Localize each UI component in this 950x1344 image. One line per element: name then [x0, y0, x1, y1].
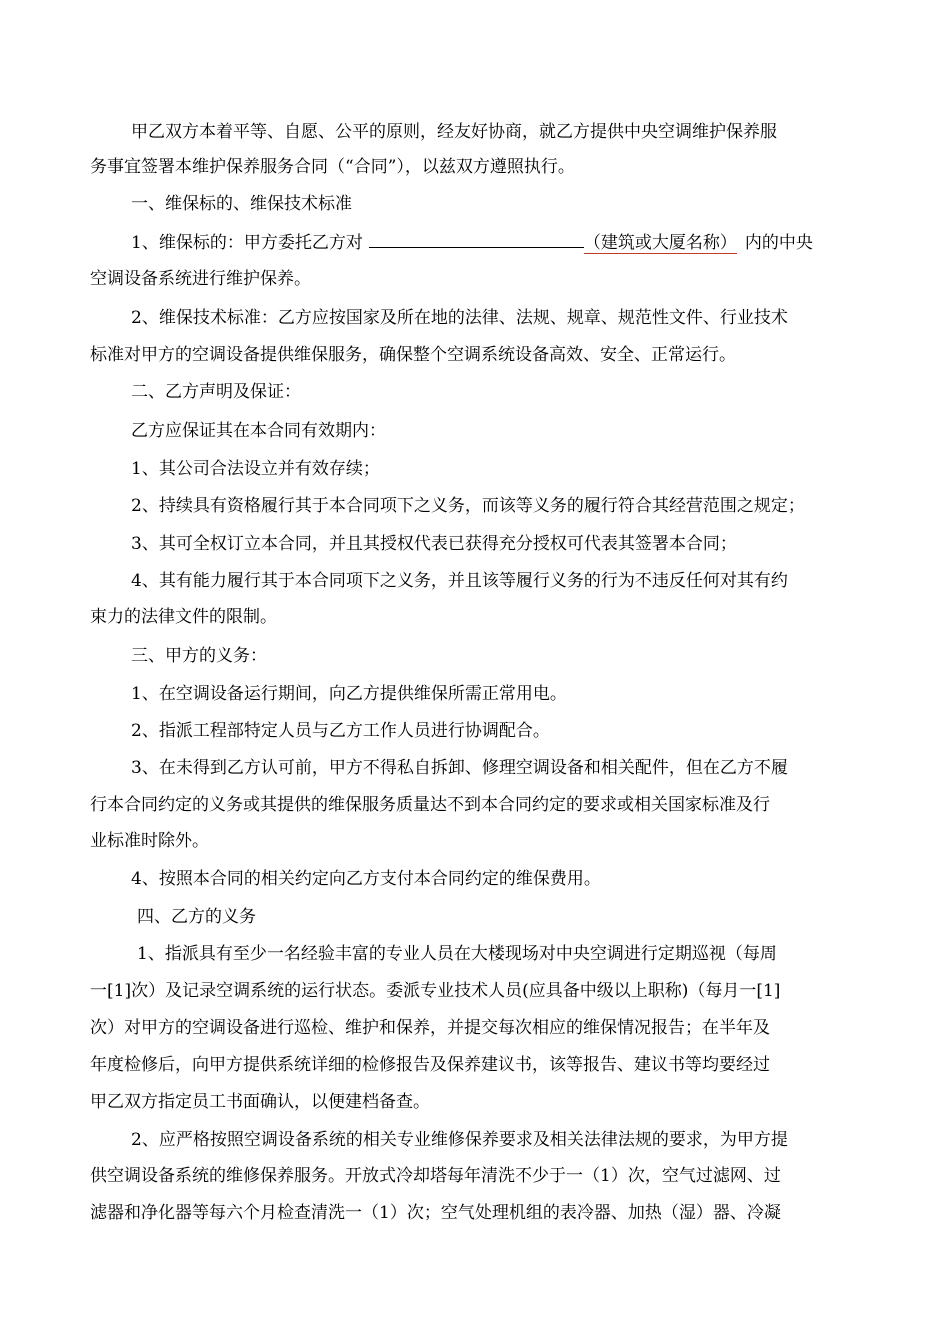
fill-in-blank	[369, 233, 584, 248]
section-heading: 二、乙方声明及保证：	[131, 382, 301, 402]
paragraph-line: 2、持续具有资格履行其于本合同项下之义务，而该等义务的履行符合其经营范围之规定；	[131, 496, 805, 516]
section-heading: 三、甲方的义务：	[131, 646, 267, 666]
paragraph-line: 一[1]次）及记录空调系统的运行状态。委派专业技术人员(应具备中级以上职称)（每月一[1]	[90, 981, 781, 1001]
paragraph-line: 1、其公司合法设立并有效存续；	[131, 459, 380, 479]
building-name-placeholder: （建筑或大厦名称）	[583, 233, 737, 253]
paragraph-line: 务事宜签署本维护保养服务合同（“合同”），以兹双方遵照执行。	[90, 157, 575, 177]
paragraph-line: 甲乙双方本着平等、自愿、公平的原则，经友好协商，就乙方提供中央空调维护保养服	[131, 122, 777, 142]
paragraph-line: 4、其有能力履行其于本合同项下之义务，并且该等履行义务的行为不违反任何对其有约	[131, 571, 788, 591]
clause-text: 内的中央	[744, 233, 813, 253]
paragraph-line: 业标准时除外。	[90, 831, 209, 851]
paragraph-line	[131, 231, 813, 255]
paragraph-line: 标准对甲方的空调设备提供维保服务，确保整个空调系统设备高效、安全、正常运行。	[90, 345, 736, 365]
paragraph-line: 空调设备系统进行维护保养。	[90, 269, 311, 289]
paragraph-line: 4、按照本合同的相关约定向乙方支付本合同约定的维保费用。	[131, 869, 601, 889]
section-heading: 四、乙方的义务	[137, 907, 256, 927]
paragraph-line: 供空调设备系统的维修保养服务。开放式冷却塔每年清洗不少于一（1）次，空气过滤网、过	[90, 1166, 781, 1186]
paragraph-line: 2、应严格按照空调设备系统的相关专业维修保养要求及相关法律法规的要求，为甲方提	[131, 1130, 788, 1150]
paragraph-line: 2、维保技术标准：乙方应按国家及所在地的法律、法规、规章、规范性文件、行业技术	[131, 308, 788, 328]
paragraph-line: 次）对甲方的空调设备进行巡检、维护和保养，并提交每次相应的维保情况报告；在半年及	[90, 1018, 770, 1038]
paragraph-line: 甲乙双方指定员工书面确认，以便建档备查。	[90, 1092, 430, 1112]
paragraph-line: 年度检修后，向甲方提供系统详细的检修报告及保养建议书，该等报告、建议书等均要经过	[90, 1055, 770, 1075]
paragraph-line: 3、其可全权订立本合同，并且其授权代表已获得充分授权可代表其签署本合同；	[131, 534, 737, 554]
paragraph-line: 行本合同约定的义务或其提供的维保服务质量达不到本合同约定的要求或相关国家标准及行	[90, 795, 770, 815]
section-heading: 一、维保标的、维保技术标准	[131, 194, 352, 214]
paragraph-line: 1、在空调设备运行期间，向乙方提供维保所需正常用电。	[131, 684, 567, 704]
paragraph-line: 1、指派具有至少一名经验丰富的专业人员在大楼现场对中央空调进行定期巡视（每周	[137, 944, 777, 964]
clause-text: 1、维保标的：甲方委托乙方对	[131, 233, 363, 253]
paragraph-line: 滤器和净化器等每六个月检查清洗一（1）次；空气处理机组的表冷器、加热（湿）器、冷凝	[90, 1203, 781, 1223]
paragraph-line: 3、在未得到乙方认可前，甲方不得私自拆卸、修理空调设备和相关配件，但在乙方不履	[131, 758, 788, 778]
paragraph-line: 束力的法律文件的限制。	[90, 607, 277, 627]
paragraph-line: 乙方应保证其在本合同有效期内：	[131, 421, 386, 441]
paragraph-line: 2、指派工程部特定人员与乙方工作人员进行协调配合。	[131, 721, 550, 741]
